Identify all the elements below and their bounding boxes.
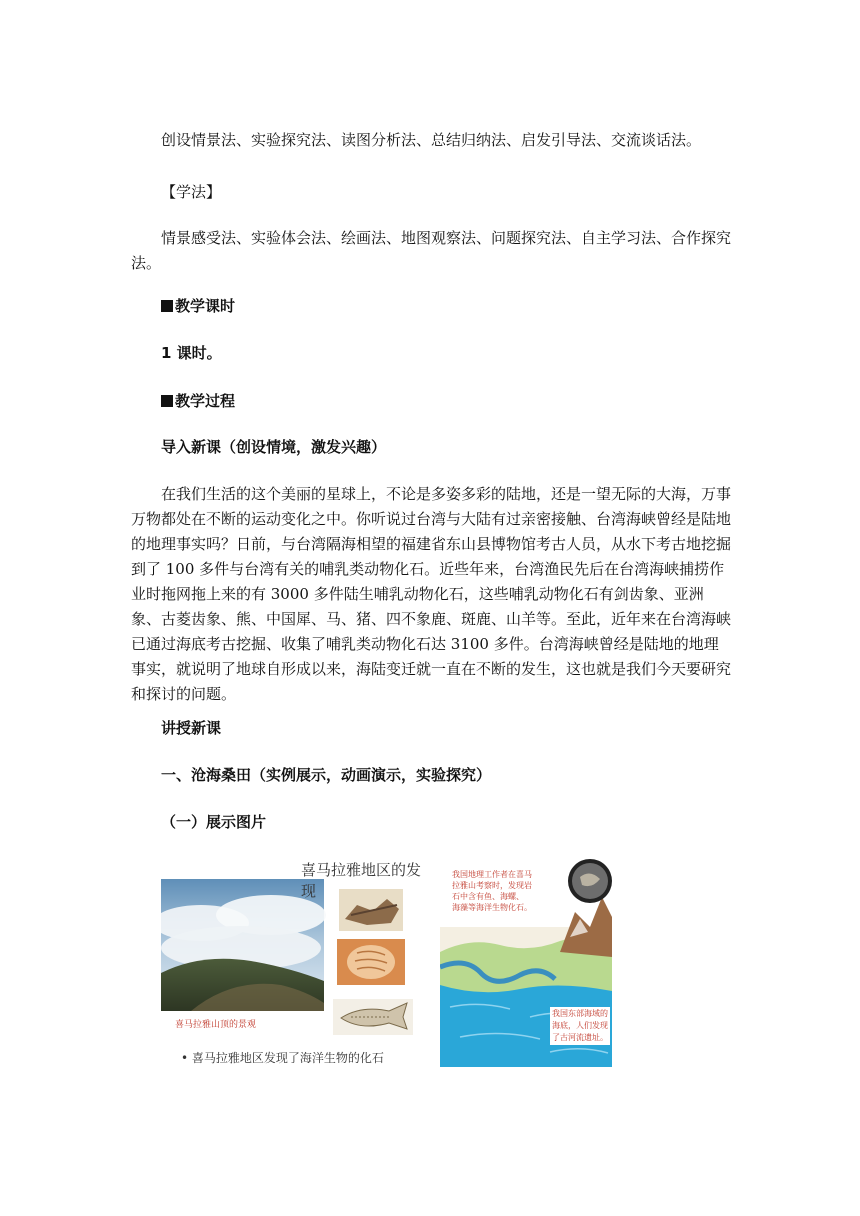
himalaya-note: [452, 869, 532, 913]
section1-heading: 一、沧海桑田（实例展示，动画演示，实验探究）: [161, 766, 492, 784]
figure-himalaya-and-sea: [161, 853, 611, 1071]
sea-floor-note-line: 海底，人们发现: [552, 1021, 608, 1030]
intro-paragraph: 在我们生活的这个美丽的星球上，不论是多姿多彩的陆地，还是一望无际的大海，万事万物都处在不断的运动变化之中。你听说过台湾与大陆有过亲密接触、台湾海峡曾经是陆地的地理事实吗？日前，与台湾隔海相望的福建省东山县博物馆考古人员，从水下考古地挖掘到了 100 多件与台湾有关的哺乳类动物化石。近些年来，台湾渔民先后在台湾海峡捕捞作业时拖网拖上来的有 3000 多件陆生哺乳动物化石，这些哺乳动物化石有剑齿象、亚洲象、古菱齿象、熊、中国犀、马、猪、四不象鹿、斑鹿、山羊等。至此，近年来在台湾海峡已通过海底考古挖掘、收集了哺乳类动物化石达 3100 多件。台湾海峡曾经是陆地的地理事实，就说明了地球自形成以来，海陆变迁就一直在不断的发生，这也就是我们今天要研究和探讨的问题。: [131, 485, 732, 703]
himalaya-bottom-caption: • 喜马拉雅地区发现了海洋生物的化石: [181, 1051, 384, 1065]
himalaya-photo-caption: 喜马拉雅山顶的景观: [175, 1020, 257, 1030]
himalaya-note-line: 海藻等海洋生物化石。: [452, 903, 532, 912]
himalaya-note-line: 我国地理工作者在喜马: [452, 870, 532, 879]
intro-heading: 导入新课（创设情境，激发兴趣）: [161, 438, 387, 456]
teaching-hours-value: 1 课时。: [161, 344, 222, 362]
sea-floor-note-line: 了古河流遗址。: [552, 1033, 608, 1042]
study-method-heading: 【学法】: [161, 183, 222, 201]
study-methods-paragraph: 情景感受法、实验体会法、绘画法、地图观察法、问题探究法、自主学习法、合作探究法。: [131, 229, 732, 272]
himalaya-note-line: 拉雅山考察时，发现岩: [452, 881, 532, 890]
himalaya-note-line: 石中含有鱼、海螺、: [452, 892, 524, 901]
sea-floor-note-line: 我国东部海域的: [552, 1009, 608, 1018]
sea-floor-note: [550, 1007, 610, 1045]
subsection1-heading: （一）展示图片: [161, 813, 267, 831]
himalaya-discovery-figure: [161, 853, 431, 1071]
teaching-process-heading: [131, 389, 731, 414]
square-bullet-icon: [161, 300, 173, 312]
teaching-methods-line: 创设情景法、实验探究法、读图分析法、总结归纳法、启发引导法、交流谈话法。: [161, 131, 702, 149]
square-bullet-icon: [161, 395, 173, 407]
teaching-process-heading-text: 教学过程: [175, 392, 236, 410]
sea-land-change-figure: [440, 857, 612, 1067]
himalaya-figure-title: 喜马拉雅地区的发现: [301, 861, 422, 900]
teaching-hours-heading: [131, 294, 731, 319]
new-lesson-heading: 讲授新课: [161, 719, 222, 737]
teaching-hours-heading-text: 教学课时: [175, 297, 236, 315]
